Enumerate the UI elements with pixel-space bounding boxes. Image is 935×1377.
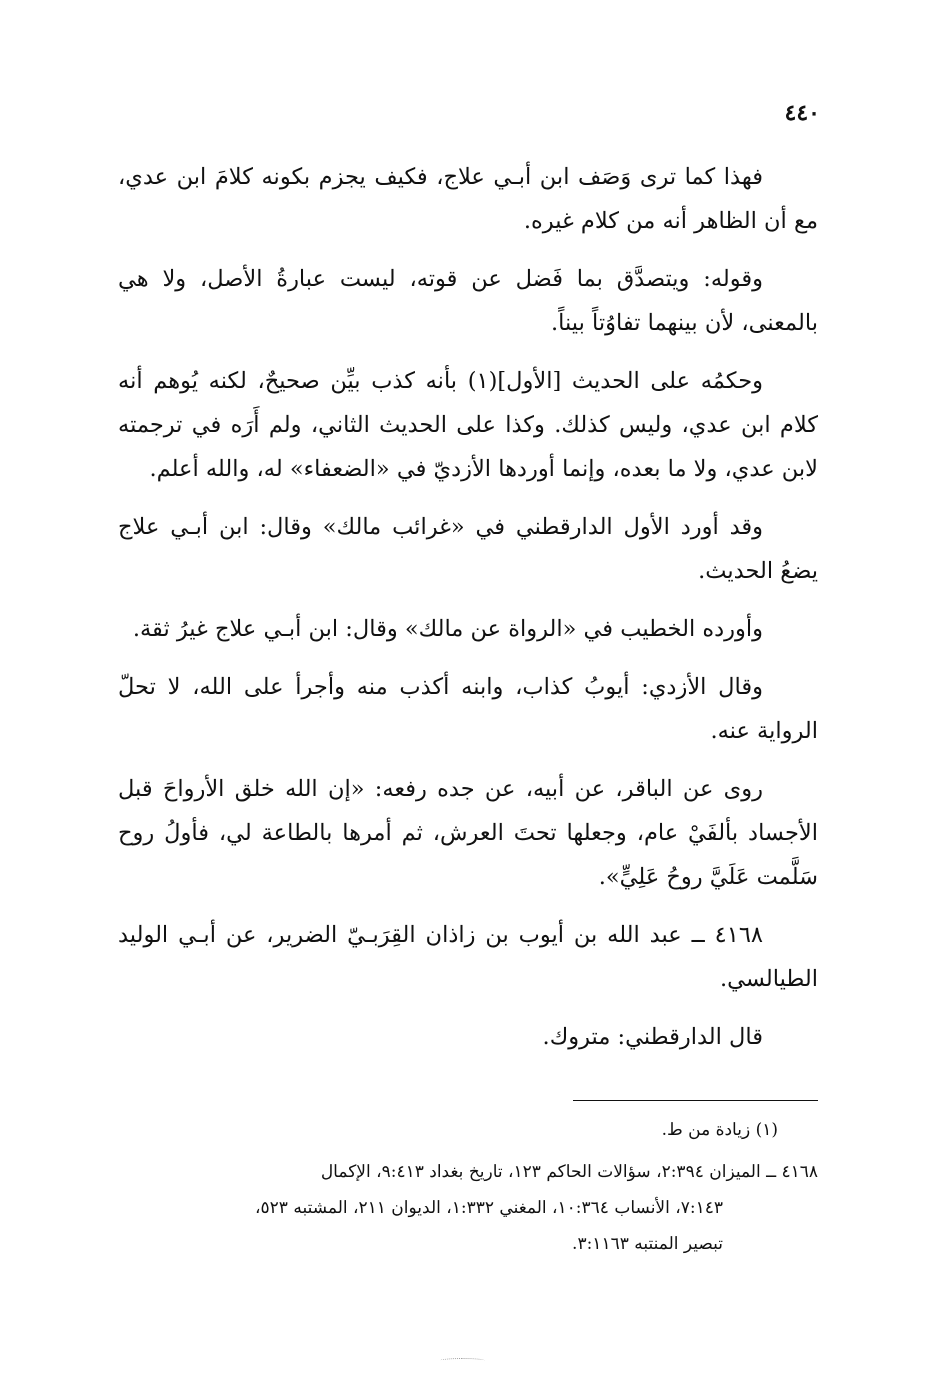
paragraph: وقوله: ويتصدَّق بما فَضل عن قوته، ليست عبارةُ الأصل، ولا هي بالمعنى، لأن بينهما تفاوُتاً بيناً.	[118, 266, 818, 336]
footnote-2	[118, 1154, 818, 1262]
paragraph: وأورده الخطيب في «الرواة عن مالك» وقال: ابن أبـي علاج غيرُ ثقة.	[132, 616, 763, 642]
footnote-2-line: ٧:١٤٣، الأنساب ١٠:٣٦٤، المغني ١:٣٣٢، الديوان ٢١١، المشتبه ٥٢٣،	[255, 1198, 723, 1218]
footnote-1: (١) زيادة من ط.	[661, 1120, 778, 1140]
paragraph: وقال الأزدي: أيوبُ كذاب، وابنه أكذب منه وأجرأ على الله، لا تحلّ الرواية عنه.	[118, 674, 818, 744]
entry-heading: ٤١٦٨ ــ عبد الله بن أيوب بن زاذان القِرَبـيّ الضرير، عن أبـي الوليد الطيالسي.	[118, 922, 818, 992]
footnotes	[118, 1112, 818, 1268]
footnote-2-line: تبصير المنتبه ٣:١١٦٣.	[572, 1234, 723, 1254]
paragraph: روى عن الباقر، عن أبيه، عن جده رفعه: «إن الله خلق الأرواحَ قبل الأجساد بألفَيْ عام، وجعلها تحتَ العرش، ثم أمرها بالطاعة لي، فأولُ روح سَلَّمت عَلَيَّ روحُ عَلِيٍّ».	[118, 776, 818, 890]
page-number: ٤٤٠	[784, 100, 820, 126]
paragraph: قال الدارقطني: متروك.	[542, 1024, 763, 1050]
footnote-divider	[573, 1100, 818, 1101]
scan-smudge	[440, 1358, 485, 1363]
paragraph: وقد أورد الأول الدارقطني في «غرائب مالك» وقال: ابن أبـي علاج يضعُ الحديث.	[118, 514, 818, 584]
paragraph: فهذا كما ترى وَصَف ابن أبـي علاج، فكيف يجزم بكونه كلامَ ابن عدي، مع أن الظاهر أنه من كلام غيره.	[118, 164, 818, 234]
paragraph: وحكمُه على الحديث [الأول](١) بأنه كذب بيِّن صحيحٌ، لكنه يُوهم أنه كلام ابن عدي، وليس كذلك. وكذا على الحديث الثاني، ولم أَرَه في ترجمته لابن عدي، ولا ما بعده، وإنما أوردها الأزديّ في «الضعفاء» له، والله أعلم.	[118, 368, 818, 482]
main-text	[118, 155, 818, 1059]
footnote-2-line: ٤١٦٨ ــ الميزان ٢:٣٩٤، سؤالات الحاكم ١٢٣، تاريخ بغداد ٩:٤١٣، الإكمال	[320, 1162, 818, 1182]
